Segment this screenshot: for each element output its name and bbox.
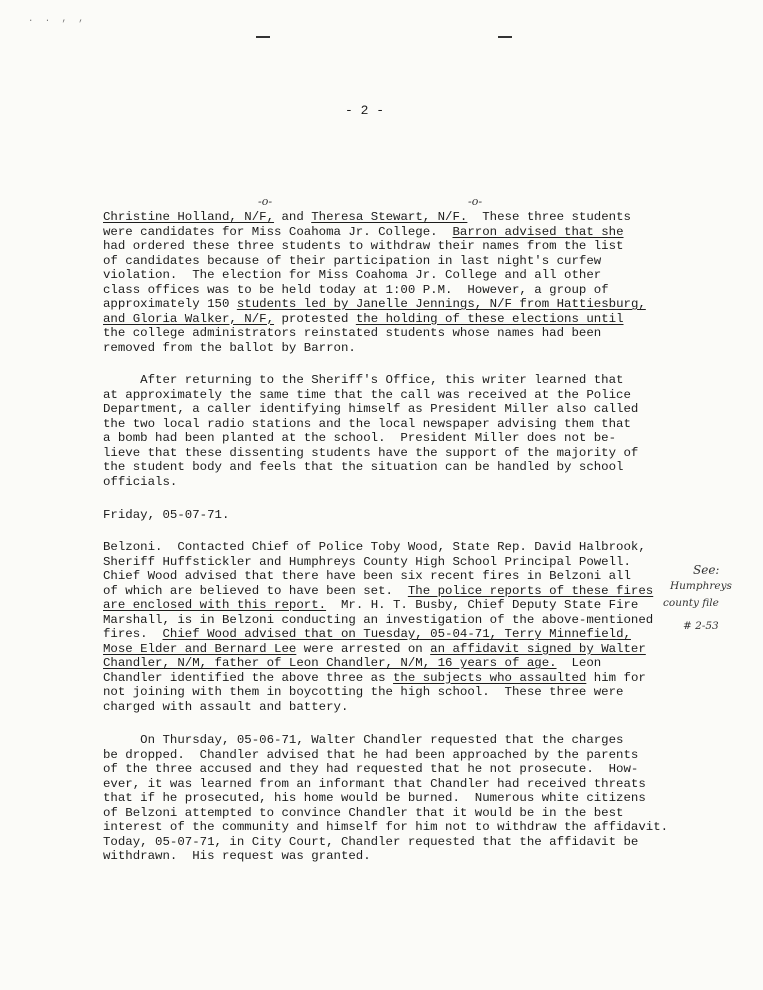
paragraph-4: On Thursday, 05-06-71, Walter Chandler requested that the charges be dropped. Chandler advised that he had been approached by the parents of the three accused and they had requested that he not prosecute. How- ever, it was learned from an informant that Chandler had received threats that if he prosecuted, his home would be burned. Numerous white citizens of Belzoni attempted to convince Chandler that it would be in the best interest of the community and himself for him not to withdraw the affidavit. Today, 05-07-71, in City Court, Chandler requested that the affidavit be withdrawn. His request was granted. <box>103 733 669 863</box>
date-heading: Friday, 05-07-71. <box>103 508 230 522</box>
margin-note-line-3: county file <box>663 597 719 609</box>
margin-note-line-2: Humphreys <box>670 580 732 592</box>
corner-mark: . . , , <box>28 14 87 24</box>
page-number: - 2 - <box>345 103 385 118</box>
paragraph-2: After returning to the Sheriff's Office, this writer learned that at approximately the same time that the call was received at the Police Department, a caller identifying himself as President Miller also called the two local radio stations and the local newspaper advising them that a bomb had been planted at the school. President Miller does not be- lieve that these dissenting students have the support of the majority of the student body and feels that the situation can be handled by school officials. <box>103 373 639 489</box>
margin-note-line-4: # 2-53 <box>683 620 719 632</box>
punch-mark-right <box>498 36 512 38</box>
margin-note-line-1: See: <box>693 563 720 577</box>
handwritten-mark: -o- <box>258 195 273 208</box>
paragraph-3: Belzoni. Contacted Chief of Police Toby Wood, State Rep. David Halbrook, Sheriff Huffstickler and Humphreys County High School Principal Powell. Chief Wood advised that there have been six recent fires in Belzoni all of which are believed to have been set. The police reports of these fires are enclosed with this report. Mr. H. T. Busby, Chief Deputy State Fire Marshall, is in Belzoni conducting an investigation of the above-mentioned fires. Chief Wood advised that on Tuesday, 05-04-71, Terry Minnefield, Mose Elder and Bernard Lee were arrested on an affidavit signed by Walter Chandler, N/M, father of Leon Chandler, N/M, 16 years of age. Leon Chandler identified the above three as the subjects who assaulted him for not joining with them in boycotting the high school. These three were charged with assault and battery. <box>103 540 654 714</box>
punch-mark-left <box>256 36 270 38</box>
handwritten-mark: -o- <box>468 195 483 208</box>
paragraph-1: Christine Holland, N/F, and Theresa Stewart, N/F. These three students were candidates for Miss Coahoma Jr. College. Barron advised that she had ordered these three students to withdraw their names from the list of candidates because of their participation in last night's curfew violation. The election for Miss Coahoma Jr. College and all other class offices was to be held today at 1:00 P.M. However, a group of approximately 150 students led by Janelle Jennings, N/F from Hattiesburg, and Gloria Walker, N/F, protested the holding of these elections until the college administrators reinstated students whose names had been removed from the ballot by Barron. <box>103 210 646 355</box>
